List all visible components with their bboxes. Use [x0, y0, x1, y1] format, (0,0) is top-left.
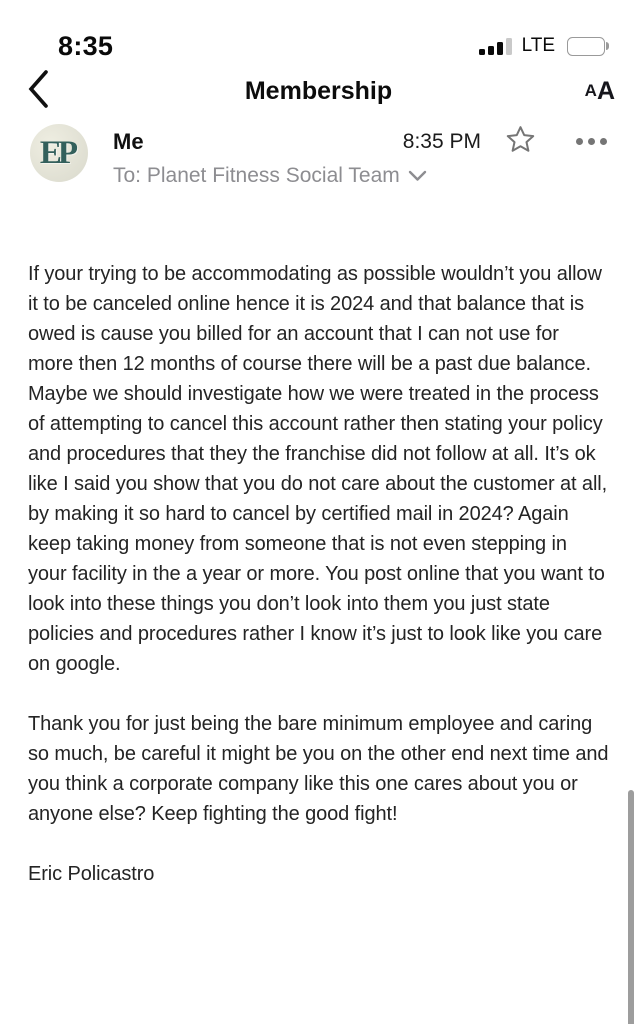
status-bar	[0, 0, 637, 66]
sender-name: Me	[113, 128, 144, 154]
sender-info	[113, 124, 607, 188]
message-header	[0, 116, 637, 188]
cellular-signal-icon	[479, 38, 512, 55]
chevron-down-icon	[408, 164, 427, 188]
avatar-monogram: EP	[39, 134, 75, 171]
message-body	[28, 259, 609, 889]
star-icon	[505, 124, 536, 159]
sender-avatar	[30, 124, 88, 182]
more-button[interactable]	[576, 127, 607, 157]
nav-bar	[0, 66, 637, 116]
battery-icon	[567, 37, 609, 56]
body-paragraph-2: Thank you for just being the bare minimum employee and caring so much, be careful it might be you on the other end next time and you think a corporate company like this one cares about you or anyone else? Keep fighting the good fight!	[28, 713, 609, 825]
message-timestamp: 8:35 PM	[402, 129, 481, 153]
recipient-line[interactable]	[113, 164, 607, 188]
status-time: 8:35	[58, 30, 114, 61]
network-type-label: LTE	[521, 35, 555, 56]
body-paragraph-1: If your trying to be accommodating as possible wouldn’t you allow it to be canceled online hence it is 2024 and that balance that is owed is cause you billed for an account that I can not use for more then 12 months of course there will be a past due balance. Maybe we should investigate how we were treated in the process of attempting to cancel this account rather then stating your policy and procedures that they the franchise did not follow at all. It’s ok like I said you show that you do not care about the customer at all, by making it so hard to cancel by certified mail in 2024? Again keep taking money from someone that is not even stepping in your facility in the a year or more. You post online that you want to look into these things you don’t look into them you just state policies and procedures rather I know it’s just to look like you care on google.	[28, 263, 608, 675]
signature: Eric Policastro	[28, 863, 155, 885]
ellipsis-icon	[576, 138, 607, 145]
text-size-small-a: A	[584, 81, 597, 100]
back-button[interactable]	[18, 66, 58, 116]
text-size-large-a: A	[596, 76, 615, 105]
recipient-text: To: Planet Fitness Social Team	[113, 164, 400, 187]
star-button[interactable]	[505, 124, 536, 159]
text-size-button[interactable]	[585, 66, 615, 116]
chevron-left-icon	[26, 68, 50, 115]
scrollbar-thumb[interactable]	[628, 790, 634, 1024]
page-title: Membership	[244, 76, 393, 105]
status-icons	[479, 35, 609, 57]
